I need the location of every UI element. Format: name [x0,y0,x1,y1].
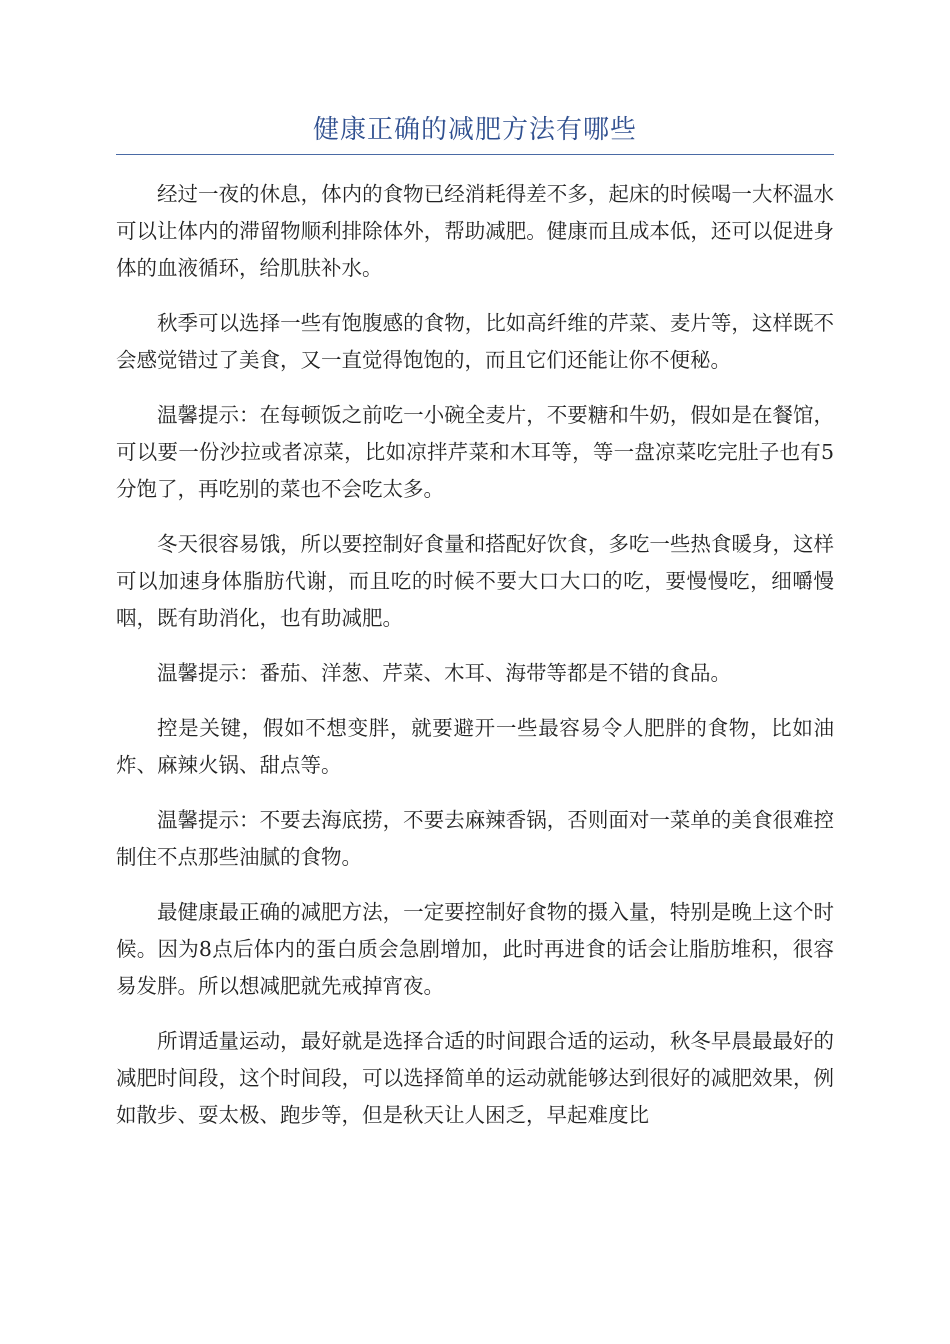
page-title: 健康正确的减肥方法有哪些 [312,115,637,145]
paragraph-1: 经过一夜的休息，体内的食物已经消耗得差不多，起床的时候喝一大杯温水可以让体内的滞留物顺利排除体外，帮助减肥。健康而且成本低，还可以促进身体的血液循环，给肌肤补水。 [116,182,834,280]
paragraph-4: 冬天很容易饿，所以要控制好食量和搭配好饮食，多吃一些热食暖身，这样可以加速身体脂肪代谢，而且吃的时候不要大口大口的吃，要慢慢吃，细嚼慢咽，既有助消化，也有助减肥。 [116,532,834,630]
paragraph-9: 所谓适量运动，最好就是选择合适的时间跟合适的运动，秋冬早晨最最好的减肥时间段，这个时间段，可以选择简单的运动就能够达到很好的减肥效果，例如散步、耍太极、跑步等，但是秋天让人困乏，早起难度比 [116,1029,834,1127]
paragraph-8: 最健康最正确的减肥方法，一定要控制好食物的摄入量，特别是晚上这个时候。因为8点后体内的蛋白质会急剧增加，此时再进食的话会让脂肪堆积，很容易发胖。所以想减肥就先戒掉宵夜。 [116,900,834,998]
paragraph-5: 温馨提示：番茄、洋葱、芹菜、木耳、海带等都是不错的食品。 [157,661,731,685]
paragraph-6: 控是关键，假如不想变胖，就要避开一些最容易令人肥胖的食物，比如油炸、麻辣火锅、甜点等。 [116,716,834,777]
title-underline [116,154,834,155]
paragraph-7: 温馨提示：不要去海底捞，不要去麻辣香锅，否则面对一菜单的美食很难控制住不点那些油腻的食物。 [116,808,834,869]
paragraph-2: 秋季可以选择一些有饱腹感的食物，比如高纤维的芹菜、麦片等，这样既不会感觉错过了美食，又一直觉得饱饱的，而且它们还能让你不便秘。 [116,311,834,372]
document-body [116,176,834,1152]
paragraph-3: 温馨提示：在每顿饭之前吃一小碗全麦片，不要糖和牛奶，假如是在餐馆，可以要一份沙拉或者凉菜，比如凉拌芹菜和木耳等，等一盘凉菜吃完肚子也有5分饱了，再吃别的菜也不会吃太多。 [116,403,834,501]
